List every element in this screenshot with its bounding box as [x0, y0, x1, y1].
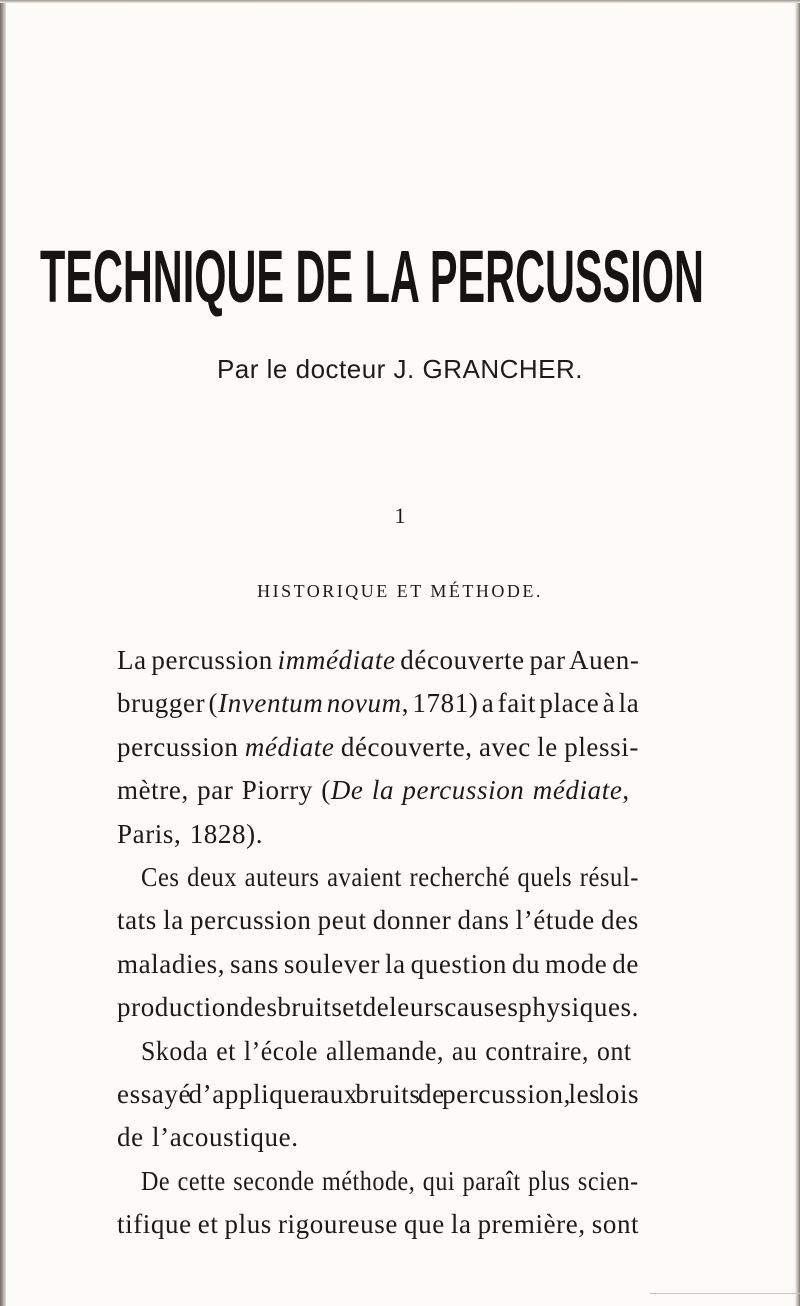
text-segment: De cette seconde méthode, qui paraît plus scien- [141, 1165, 639, 1196]
page-right-edge [795, 0, 800, 1306]
text-line [117, 990, 639, 1034]
text-segment: brugger ( [117, 688, 219, 719]
text-line [117, 947, 639, 991]
text-segment: tats la percussion peut donner dans l’étude des [117, 905, 639, 936]
text-segment: découverte, avec le plessi- [334, 731, 639, 762]
text-segment: Paris, 1828). [117, 818, 264, 849]
italic-text: De la percussion médiate [330, 775, 623, 806]
text-segment: Ces deux auteurs avaient recherché quels résul- [141, 862, 639, 892]
text-segment: tifique et plus rigoureuse que la première, sont [117, 1209, 640, 1240]
text-line [117, 686, 639, 730]
text-segment: , 1781) a fait place à la [401, 688, 640, 719]
text-segment: mètre, par Piorry ( [117, 775, 331, 806]
text-segment: , [622, 775, 630, 806]
text-line [117, 903, 639, 947]
text-line [117, 1207, 639, 1251]
text-segment: La percussion [117, 645, 278, 675]
italic-text: immédiate [277, 645, 396, 675]
text-segment: Skoda et l’école allemande, au contraire, ont [141, 1035, 632, 1066]
text-line [117, 1077, 639, 1121]
text-line [141, 1164, 639, 1208]
page-left-edge [0, 0, 6, 1306]
text-line [117, 773, 639, 817]
text-segment: essayé d’appliquer aux bruits de percussion, les lois [117, 1079, 640, 1109]
text-line [141, 860, 639, 904]
text-segment: production des bruits et de leurs causes physiques. [117, 992, 639, 1023]
italic-text: médiate [244, 731, 335, 762]
text-segment: découverte par Auen- [395, 645, 640, 675]
text-line [117, 643, 639, 687]
text-line [141, 1034, 639, 1078]
page-bottom-rule [650, 1293, 800, 1294]
text-line [117, 730, 639, 774]
author-line: Par le docteur J. GRANCHER. [216, 354, 584, 384]
text-segment: de l’acoustique. [117, 1122, 299, 1153]
text-line [117, 1120, 639, 1164]
italic-text: Inventum novum [218, 688, 402, 719]
page-top-edge [0, 0, 800, 3]
section-title: HISTORIQUE ET MÉTHODE. [257, 581, 543, 601]
text-segment: percussion [117, 731, 245, 762]
page-title: TECHNIQUE DE LA PERCUSSION [40, 235, 704, 318]
section-number: 1 [394, 503, 406, 528]
text-line [117, 817, 639, 861]
text-segment: maladies, sans soulever la question du mode de [117, 948, 639, 979]
